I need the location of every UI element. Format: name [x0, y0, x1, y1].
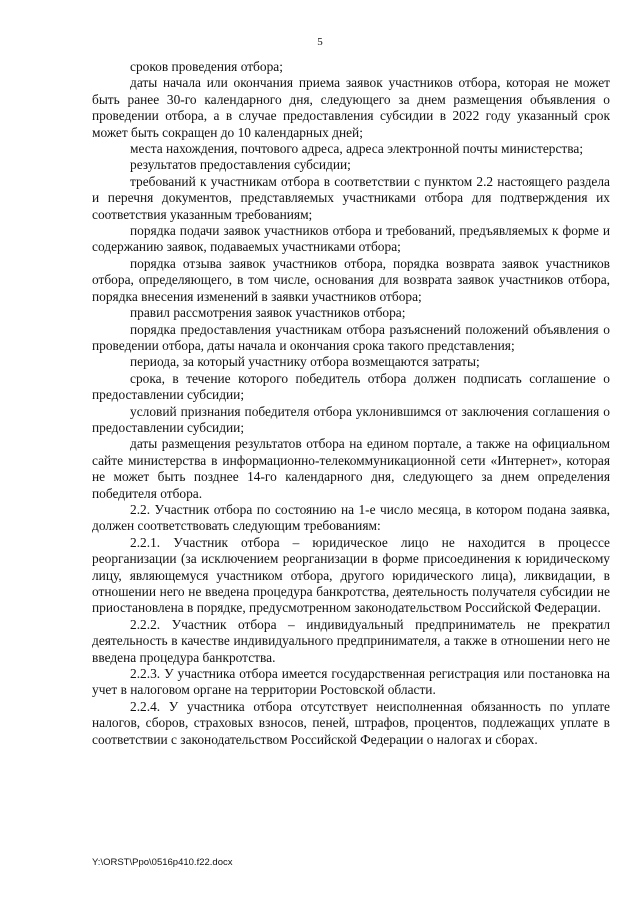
paragraph: порядка подачи заявок участников отбора и требований, предъявляемых к форме и содержанию заявок, подаваемых участниками отбора; — [92, 223, 610, 255]
paragraph: порядка предоставления участникам отбора разъяснений положений объявления о проведении отбора, даты начала и окончания срока такого представления; — [92, 321, 610, 353]
section-paragraph-2-2-4: 2.2.4. У участника отбора отсутствует неисполненная обязанность по уплате налогов, сборов, страховых взносов, пеней, штрафов, процентов, подлежащих уплате в соответствии с законодательством Российской Федерации о налогах и сборах. — [92, 698, 610, 747]
section-paragraph-2-2-2: 2.2.2. Участник отбора – индивидуальный предприниматель не прекратил деятельность в качестве индивидуального предпринимателя, а также в отношении него не введена процедура банкротства. — [92, 616, 610, 665]
paragraph: срока, в течение которого победитель отбора должен подписать соглашение о предоставлении субсидии; — [92, 370, 610, 403]
paragraph: сроков проведения отбора; — [130, 59, 283, 74]
paragraph: даты размещения результатов отбора на едином портале, а также на официальном сайте министерства в информационно-телекоммуникационной сети «Интернет», которая не может быть позднее 14-го календарного дня, следующего за днем определения победителя отбора. — [92, 436, 610, 501]
paragraph: требований к участникам отбора в соответствии с пунктом 2.2 настоящего раздела и перечня документов, представляемых участниками отбора для подтверждения их соответствия указанным требованиям; — [92, 173, 610, 222]
paragraph: места нахождения, почтового адреса, адреса электронной почты министерства; — [130, 141, 584, 157]
section-paragraph-2-2: 2.2. Участник отбора по состоянию на 1-е число месяца, в котором подана заявка, должен соответствовать следующим требованиям: — [92, 501, 610, 534]
document-body — [92, 59, 610, 748]
page-number: 5 — [317, 36, 323, 48]
paragraph: порядка отзыва заявок участников отбора, порядка возврата заявок участников отбора, определяющего, в том числе, основания для возврата заявок участников отбора, порядка внесения изменений в заявки участников отбора; — [92, 255, 610, 304]
paragraph: результатов предоставления субсидии; — [130, 157, 351, 173]
paragraph: правил рассмотрения заявок участников отбора; — [130, 305, 406, 321]
paragraph: условий признания победителя отбора уклонившимся от заключения соглашения о предоставлении субсидии; — [92, 403, 610, 435]
paragraph: даты начала или окончания приема заявок участников отбора, которая не может быть ранее 30-го календарного дня, следующего за днем размещения объявления о проведении отбора, а в случае предоставления субсидии в 2022 году указанный срок может быть сокращен до 10 календарных дней; — [92, 75, 610, 140]
paragraph: периода, за который участнику отбора возмещаются затраты; — [130, 354, 480, 370]
section-paragraph-2-2-1: 2.2.1. Участник отбора – юридическое лицо не находится в процессе реорганизации (за исключением реорганизации в форме присоединения к юридическому лицу, являющемуся участником отбора, другого юридического лица), ликвидации, в отношении него не введена процедура банкротства, деятельность получателя субсидии не приостановлена в порядке, предусмотренном законодательством Российской Федерации. — [92, 534, 610, 616]
section-paragraph-2-2-3: 2.2.3. У участника отбора имеется государственная регистрация или постановка на учет в налоговом органе на территории Ростовской области. — [92, 666, 610, 698]
footer-file-path: Y:\ORST\Ppo\0516p410.f22.docx — [92, 857, 233, 868]
